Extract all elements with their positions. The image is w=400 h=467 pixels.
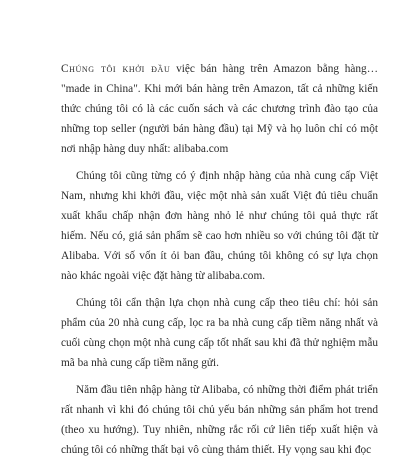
body-text <box>61 59 378 467</box>
paragraph-1 <box>61 59 378 159</box>
paragraph-3: Chúng tôi cẩn thận lựa chọn nhà cung cấp theo tiêu chí: hỏi sản phẩm của 20 nhà cung cấp, lọc ra ba nhà cung cấp tiềm năng nhất và cuối cùng chọn một nhà cung cấp tốt nhất sau khi đã thử nghiệm mẫu mã ba nhà cung cấp tiềm năng gửi. <box>61 297 378 369</box>
paragraph-1-text: việc bán hàng trên Amazon bằng hàng… "made in China". Khi mới bán hàng trên Amazon, tất cả những kiến thức chúng tôi có là các cuốn sách và các chương trình đào tạo của những top seller (người bán hàng đầu) tại Mỹ và họ luôn chỉ có một nơi nhập hàng duy nhất: alibaba.com <box>61 63 379 155</box>
paragraph-4: Năm đầu tiên nhập hàng từ Alibaba, có những thời điểm phát triển rất nhanh vì khi đó chúng tôi chủ yếu bán những sản phẩm hot trend (theo xu hướng). Tuy nhiên, những rắc rối cứ liên tiếp xuất hiện và chúng tôi có những thất bại vô cùng thảm thiết. Hy vọng sau khi đọc <box>61 384 378 456</box>
paragraph-2: Chúng tôi cũng từng có ý định nhập hàng của nhà cung cấp Việt Nam, nhưng khi khởi đầu, việc một nhà sản xuất Việt đủ tiêu chuẩn xuất khẩu chấp nhận đơn hàng nhỏ lẻ như chúng tôi quả thực rất hiếm. Nếu có, giá sản phẩm sẽ cao hơn nhiều so với chúng tôi đặt từ Alibaba. Với số vốn ít ỏi ban đầu, chúng tôi không có sự lựa chọn nào khác ngoài việc đặt hàng từ alibaba.com. <box>61 170 378 282</box>
lead-in: Chúng tôi khởi đầu <box>61 63 171 75</box>
